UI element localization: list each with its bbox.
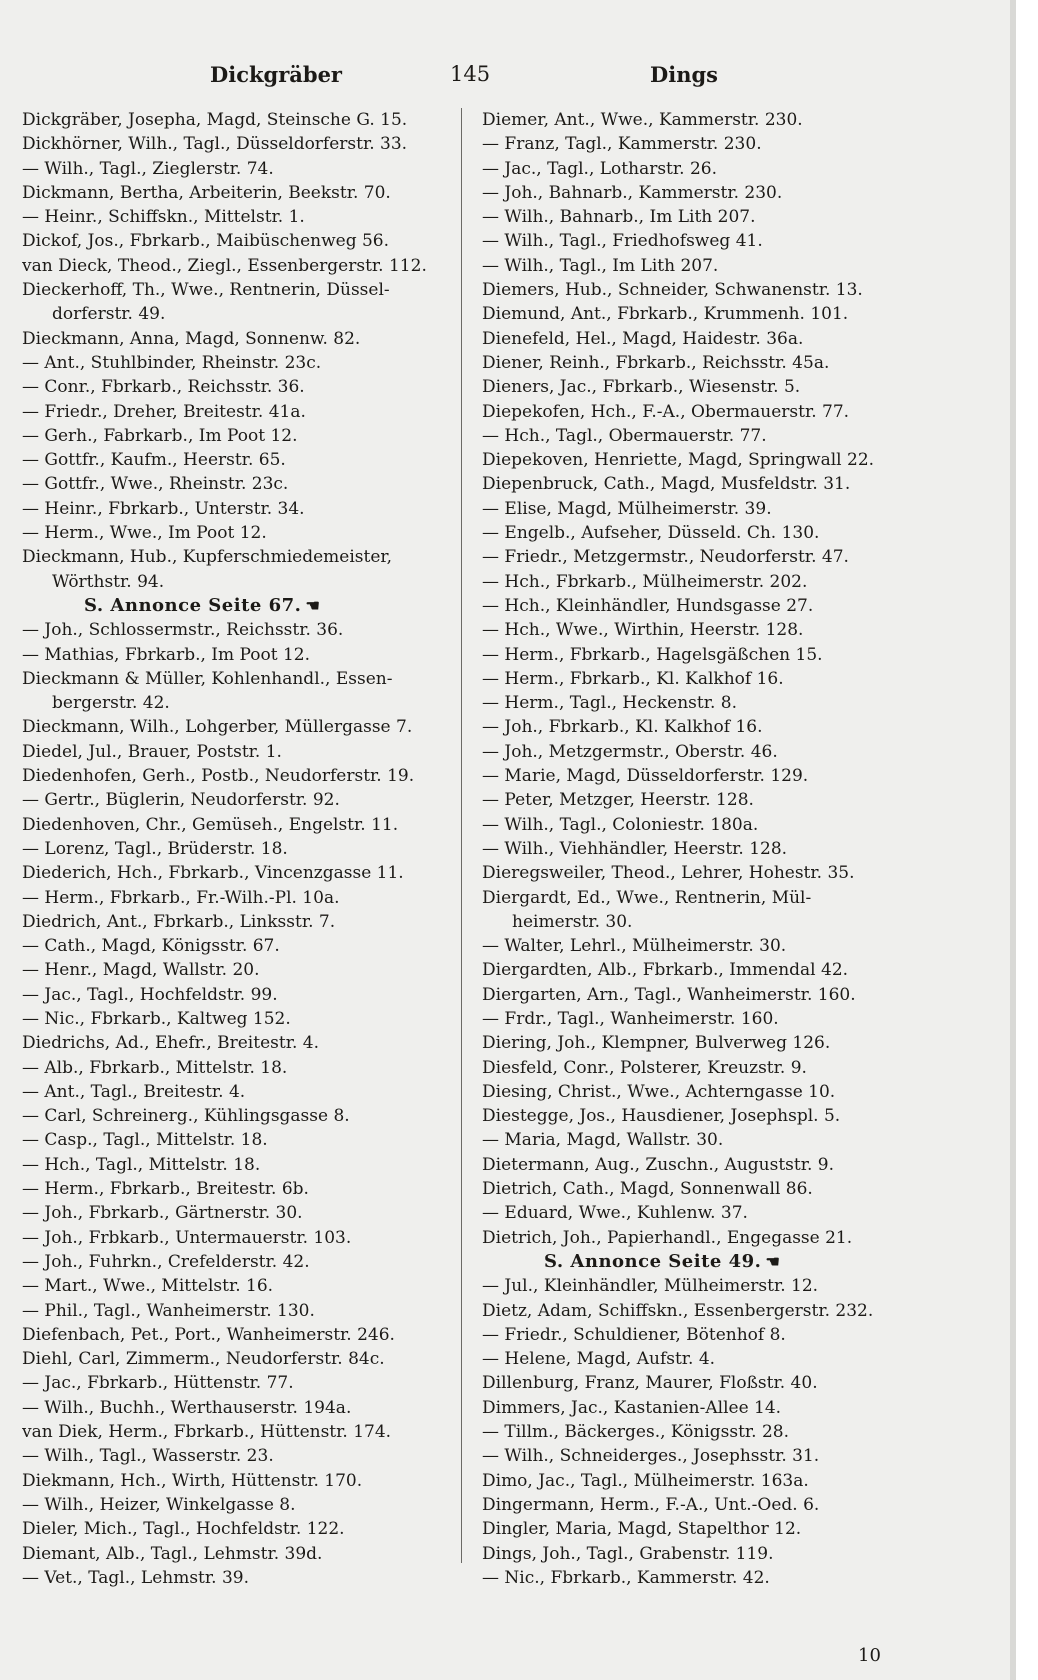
- directory-entry: Diekmann, Hch., Wirth, Hüttenstr. 170.: [22, 1470, 363, 1491]
- directory-entry: van Dieck, Theod., Ziegl., Essenbergerstr. 112.: [22, 255, 427, 276]
- directory-entry: Dieckerhoff, Th., Wwe., Rentnerin, Düssel-: [22, 280, 390, 301]
- directory-entry: — Conr., Fbrkarb., Reichsstr. 36.: [22, 377, 305, 398]
- directory-entry: Dieners, Jac., Fbrkarb., Wiesenstr. 5.: [482, 377, 801, 398]
- directory-entry: — Wilh., Buchh., Werthauserstr. 194a.: [22, 1397, 352, 1418]
- directory-entry: — Wilh., Tagl., Wasserstr. 23.: [22, 1446, 274, 1467]
- directory-entry: Dillenburg, Franz, Maurer, Floßstr. 40.: [482, 1373, 818, 1394]
- directory-entry: — Wilh., Tagl., Im Lith 207.: [482, 255, 719, 276]
- left-column: [22, 108, 454, 1590]
- directory-entry: Dieler, Mich., Tagl., Hochfeldstr. 122.: [22, 1519, 345, 1540]
- directory-entry: — Nic., Fbrkarb., Kammerstr. 42.: [482, 1567, 770, 1588]
- directory-entry: Diepenbruck, Cath., Magd, Musfeldstr. 31.: [482, 474, 851, 495]
- directory-entry: Dickgräber, Josepha, Magd, Steinsche G. 15.: [22, 110, 408, 130]
- directory-entry: Dimo, Jac., Tagl., Mülheimerstr. 163a.: [482, 1470, 809, 1491]
- directory-entry: — Frdr., Tagl., Wanheimerstr. 160.: [482, 1008, 779, 1029]
- annonce-text: S. Annonce Seite 67.: [84, 594, 302, 616]
- directory-entry: — Hch., Kleinhändler, Hundsgasse 27.: [482, 595, 814, 616]
- directory-entry: Dingermann, Herm., F.-A., Unt.-Oed. 6.: [482, 1494, 820, 1515]
- directory-entry: Diemers, Hub., Schneider, Schwanenstr. 13.: [482, 280, 863, 301]
- directory-entry: — Herm., Wwe., Im Poot 12.: [22, 523, 267, 544]
- directory-entry: — Heinr., Fbrkarb., Unterstr. 34.: [22, 498, 305, 519]
- directory-entry: — Hch., Tagl., Obermauerstr. 77.: [482, 425, 767, 446]
- directory-entry: — Herm., Tagl., Heckenstr. 8.: [482, 693, 737, 714]
- directory-entry-continuation: heimerstr. 30.: [512, 911, 633, 932]
- directory-entry: — Cath., Magd, Königsstr. 67.: [22, 936, 280, 957]
- directory-entry: Diemund, Ant., Fbrkarb., Krummenh. 101.: [482, 304, 849, 325]
- directory-entry: Dingler, Maria, Magd, Stapelthor 12.: [482, 1519, 802, 1540]
- directory-entry: Diering, Joh., Klempner, Bulverweg 126.: [482, 1033, 831, 1054]
- directory-entry: — Henr., Magd, Wallstr. 20.: [22, 960, 260, 981]
- directory-entry: — Lorenz, Tagl., Brüderstr. 18.: [22, 838, 288, 859]
- directory-entry: — Joh., Metzgermstr., Oberstr. 46.: [482, 741, 778, 762]
- directory-entry: — Mathias, Fbrkarb., Im Poot 12.: [22, 644, 311, 665]
- directory-entry: — Jac., Fbrkarb., Hüttenstr. 77.: [22, 1373, 294, 1394]
- directory-entry: — Joh., Fbrkarb., Kl. Kalkhof 16.: [482, 717, 763, 738]
- directory-entry: — Alb., Fbrkarb., Mittelstr. 18.: [22, 1057, 288, 1078]
- directory-entry: — Hch., Wwe., Wirthin, Heerstr. 128.: [482, 620, 804, 641]
- directory-entry: Diedenhofen, Gerh., Postb., Neudorferstr. 19.: [22, 766, 415, 787]
- annonce-reference: [482, 1250, 927, 1274]
- directory-entry: — Joh., Frbkarb., Untermauerstr. 103.: [22, 1227, 352, 1248]
- directory-entry: Dickmann, Bertha, Arbeiterin, Beekstr. 70.: [22, 182, 391, 203]
- directory-entry: Diemant, Alb., Tagl., Lehmstr. 39d.: [22, 1543, 323, 1564]
- directory-entry: Dietermann, Aug., Zuschn., Auguststr. 9.: [482, 1154, 834, 1175]
- directory-entry: — Joh., Fbrkarb., Gärtnerstr. 30.: [22, 1203, 303, 1224]
- right-column: [482, 108, 927, 1590]
- directory-entry: — Friedr., Schuldiener, Bötenhof 8.: [482, 1324, 786, 1345]
- directory-entry: — Wilh., Heizer, Winkelgasse 8.: [22, 1494, 296, 1515]
- directory-entry: Diergardten, Alb., Fbrkarb., Immendal 42.: [482, 960, 849, 981]
- directory-entry: — Wilh., Tagl., Zieglerstr. 74.: [22, 158, 274, 179]
- directory-entry: — Gottfr., Wwe., Rheinstr. 23c.: [22, 474, 289, 495]
- directory-entry-continuation: bergerstr. 42.: [52, 693, 170, 714]
- directory-entry: — Joh., Bahnarb., Kammerstr. 230.: [482, 182, 783, 203]
- directory-entry: Dings, Joh., Tagl., Grabenstr. 119.: [482, 1543, 774, 1564]
- directory-entry: Diesing, Christ., Wwe., Achterngasse 10.: [482, 1081, 836, 1102]
- directory-entry: — Gertr., Büglerin, Neudorferstr. 92.: [22, 790, 340, 811]
- directory-entry: — Herm., Fbrkarb., Kl. Kalkhof 16.: [482, 668, 784, 689]
- directory-entry: — Hch., Tagl., Mittelstr. 18.: [22, 1154, 261, 1175]
- annonce-reference: [22, 594, 454, 618]
- directory-entry: Diener, Reinh., Fbrkarb., Reichsstr. 45a.: [482, 352, 830, 373]
- pointing-hand-icon: ☚: [305, 595, 321, 615]
- directory-entry: — Casp., Tagl., Mittelstr. 18.: [22, 1130, 268, 1151]
- directory-entry: — Friedr., Dreher, Breitestr. 41a.: [22, 401, 306, 422]
- header-right-guideword: Dings: [650, 62, 718, 87]
- directory-entry: Diedenhoven, Chr., Gemüseh., Engelstr. 11.: [22, 814, 399, 835]
- directory-entry: Diergarten, Arn., Tagl., Wanheimerstr. 160.: [482, 984, 856, 1005]
- directory-entry-continuation: Wörthstr. 94.: [52, 571, 165, 592]
- column-divider: [461, 108, 462, 1563]
- directory-entry: — Wilh., Viehhändler, Heerstr. 128.: [482, 838, 788, 859]
- signature-mark: 10: [858, 1645, 881, 1666]
- directory-entry: Diergardt, Ed., Wwe., Rentnerin, Mül-: [482, 887, 812, 908]
- directory-entry: — Franz, Tagl., Kammerstr. 230.: [482, 134, 762, 155]
- directory-entry: — Maria, Magd, Wallstr. 30.: [482, 1130, 724, 1151]
- directory-entry: Dieckmann & Müller, Kohlenhandl., Essen-: [22, 668, 393, 689]
- directory-entry: Diedel, Jul., Brauer, Poststr. 1.: [22, 741, 282, 762]
- directory-entry: — Joh., Schlossermstr., Reichsstr. 36.: [22, 620, 344, 641]
- directory-entry: — Hch., Fbrkarb., Mülheimerstr. 202.: [482, 571, 808, 592]
- directory-entry: Dieckmann, Hub., Kupferschmiedemeister,: [22, 547, 393, 568]
- directory-entry: Diemer, Ant., Wwe., Kammerstr. 230.: [482, 110, 803, 130]
- directory-entry: — Wilh., Bahnarb., Im Lith 207.: [482, 207, 756, 228]
- directory-entry: — Peter, Metzger, Heerstr. 128.: [482, 790, 754, 811]
- page-header: [30, 62, 980, 92]
- annonce-text: S. Annonce Seite 49.: [544, 1250, 762, 1272]
- directory-entry: Diedrich, Ant., Fbrkarb., Linksstr. 7.: [22, 911, 336, 932]
- header-left-guideword: Dickgräber: [210, 62, 342, 87]
- directory-entry: — Jul., Kleinhändler, Mülheimerstr. 12.: [482, 1276, 819, 1297]
- directory-entry: — Marie, Magd, Düsseldorferstr. 129.: [482, 766, 809, 787]
- directory-entry: — Herm., Fbrkarb., Fr.-Wilh.-Pl. 10a.: [22, 887, 340, 908]
- directory-entry: — Carl, Schreinerg., Kühlingsgasse 8.: [22, 1106, 350, 1127]
- page-number: 145: [450, 62, 491, 86]
- directory-entry: — Wilh., Tagl., Coloniestr. 180a.: [482, 814, 759, 835]
- directory-entry: — Elise, Magd, Mülheimerstr. 39.: [482, 498, 772, 519]
- directory-entry-continuation: dorferstr. 49.: [52, 304, 166, 325]
- directory-entry: Dieckmann, Wilh., Lohgerber, Müllergasse 7.: [22, 717, 413, 738]
- directory-entry: — Engelb., Aufseher, Düsseld. Ch. 130.: [482, 523, 820, 544]
- directory-entry: — Gerh., Fabrkarb., Im Poot 12.: [22, 425, 298, 446]
- directory-entry: Dietz, Adam, Schiffskn., Essenbergerstr. 232.: [482, 1300, 874, 1321]
- directory-entry: — Vet., Tagl., Lehmstr. 39.: [22, 1567, 249, 1588]
- directory-entry: — Herm., Fbrkarb., Hagelsgäßchen 15.: [482, 644, 823, 665]
- directory-entry: Dieckmann, Anna, Magd, Sonnenw. 82.: [22, 328, 361, 349]
- directory-entry: — Walter, Lehrl., Mülheimerstr. 30.: [482, 936, 787, 957]
- directory-entry: — Jac., Tagl., Lotharstr. 26.: [482, 158, 717, 179]
- directory-entry: Dienefeld, Hel., Magd, Haidestr. 36a.: [482, 328, 804, 349]
- directory-entry: — Eduard, Wwe., Kuhlenw. 37.: [482, 1203, 748, 1224]
- directory-entry: Diesfeld, Conr., Polsterer, Kreuzstr. 9.: [482, 1057, 807, 1078]
- directory-entry: — Ant., Stuhlbinder, Rheinstr. 23c.: [22, 352, 322, 373]
- directory-entry: Diedrichs, Ad., Ehefr., Breitestr. 4.: [22, 1033, 319, 1054]
- directory-entry: Dickof, Jos., Fbrkarb., Maibüschenweg 56.: [22, 231, 390, 252]
- directory-entry: Dietrich, Joh., Papierhandl., Engegasse 21.: [482, 1227, 853, 1248]
- directory-entry: Diepekoven, Henriette, Magd, Springwall 22.: [482, 450, 875, 471]
- directory-entry: — Mart., Wwe., Mittelstr. 16.: [22, 1276, 274, 1297]
- directory-entry: — Wilh., Schneiderges., Josephsstr. 31.: [482, 1446, 820, 1467]
- directory-entry: — Gottfr., Kaufm., Heerstr. 65.: [22, 450, 286, 471]
- directory-entry: — Herm., Fbrkarb., Breitestr. 6b.: [22, 1179, 309, 1200]
- directory-entry: van Diek, Herm., Fbrkarb., Hüttenstr. 174.: [22, 1422, 392, 1443]
- directory-entry: — Helene, Magd, Aufstr. 4.: [482, 1349, 716, 1370]
- directory-entry: Dimmers, Jac., Kastanien-Allee 14.: [482, 1397, 782, 1418]
- directory-entry: — Heinr., Schiffskn., Mittelstr. 1.: [22, 207, 305, 228]
- directory-entry: Diestegge, Jos., Hausdiener, Josephspl. 5.: [482, 1106, 841, 1127]
- directory-entry: Diederich, Hch., Fbrkarb., Vincenzgasse 11.: [22, 863, 404, 884]
- directory-entry: — Nic., Fbrkarb., Kaltweg 152.: [22, 1008, 291, 1029]
- directory-entry: — Joh., Fuhrkn., Crefelderstr. 42.: [22, 1251, 310, 1272]
- pointing-hand-icon: ☚: [765, 1251, 781, 1271]
- directory-entry: Dieregsweiler, Theod., Lehrer, Hohestr. 35.: [482, 863, 855, 884]
- directory-entry: Diehl, Carl, Zimmerm., Neudorferstr. 84c.: [22, 1349, 385, 1370]
- directory-entry: Dietrich, Cath., Magd, Sonnenwall 86.: [482, 1179, 813, 1200]
- directory-entry: — Friedr., Metzgermstr., Neudorferstr. 47.: [482, 547, 849, 568]
- directory-entry: — Wilh., Tagl., Friedhofsweg 41.: [482, 231, 763, 252]
- directory-entry: — Tillm., Bäckerges., Königsstr. 28.: [482, 1422, 790, 1443]
- directory-entry: Diefenbach, Pet., Port., Wanheimerstr. 246.: [22, 1324, 395, 1345]
- directory-entry: — Ant., Tagl., Breitestr. 4.: [22, 1081, 246, 1102]
- directory-entry: Diepekofen, Hch., F.-A., Obermauerstr. 77.: [482, 401, 850, 422]
- directory-entry: — Jac., Tagl., Hochfeldstr. 99.: [22, 984, 278, 1005]
- directory-entry: — Phil., Tagl., Wanheimerstr. 130.: [22, 1300, 315, 1321]
- directory-entry: Dickhörner, Wilh., Tagl., Düsseldorferstr. 33.: [22, 134, 408, 155]
